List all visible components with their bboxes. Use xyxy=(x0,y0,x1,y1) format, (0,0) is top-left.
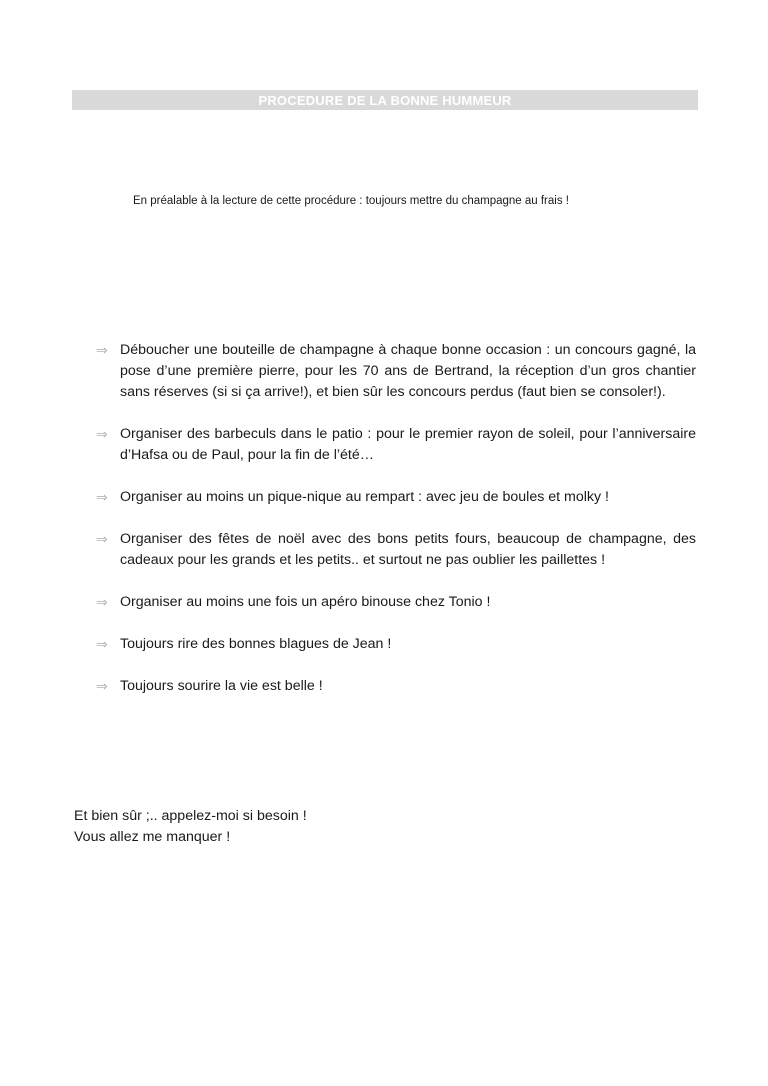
list-item-text: Organiser au moins une fois un apéro binouse chez Tonio ! xyxy=(120,594,491,610)
list-item-text: Déboucher une bouteille de champagne à chaque bonne occasion : un concours gagné, la pose d’une première pierre, pour les 70 ans de Bertrand, la réception d’un gros chantier sans réserves (si si ça arrive!), et bien sûr les concours perdus (faut bien se consoler!). xyxy=(120,342,696,400)
arrow-right-icon: ⇒ xyxy=(96,489,108,505)
arrow-right-icon: ⇒ xyxy=(96,594,108,610)
closing-block xyxy=(74,806,307,848)
list-item-text: Toujours rire des bonnes blagues de Jean ! xyxy=(120,636,392,652)
arrow-right-icon: ⇒ xyxy=(96,426,108,442)
list-item-text: Organiser des fêtes de noël avec des bons petits fours, beaucoup de champagne, des cadeaux pour les grands et les petits.. et surtout ne pas oublier les paillettes ! xyxy=(120,531,696,568)
page-title: PROCEDURE DE LA BONNE HUMMEUR xyxy=(258,92,512,108)
arrow-right-icon: ⇒ xyxy=(96,342,108,358)
list-item-text: Organiser au moins un pique-nique au rempart : avec jeu de boules et molky ! xyxy=(120,489,609,505)
list-item xyxy=(96,592,696,613)
list-item xyxy=(96,424,696,466)
procedure-list xyxy=(96,340,696,718)
list-item xyxy=(96,676,696,697)
list-item-text: Organiser des barbeculs dans le patio : pour le premier rayon de soleil, pour l’anniversaire d’Hafsa ou de Paul, pour la fin de l’été… xyxy=(120,426,696,463)
list-item xyxy=(96,487,696,508)
arrow-right-icon: ⇒ xyxy=(96,531,108,547)
list-item xyxy=(96,340,696,403)
intro-text: En préalable à la lecture de cette procédure : toujours mettre du champagne au frais ! xyxy=(133,195,569,207)
closing-line: Et bien sûr ;.. appelez-moi si besoin ! xyxy=(74,808,307,824)
arrow-right-icon: ⇒ xyxy=(96,678,108,694)
closing-line: Vous allez me manquer ! xyxy=(74,829,231,845)
arrow-right-icon: ⇒ xyxy=(96,636,108,652)
list-item-text: Toujours sourire la vie est belle ! xyxy=(120,678,323,694)
list-item xyxy=(96,529,696,571)
title-banner xyxy=(72,90,698,110)
list-item xyxy=(96,634,696,655)
